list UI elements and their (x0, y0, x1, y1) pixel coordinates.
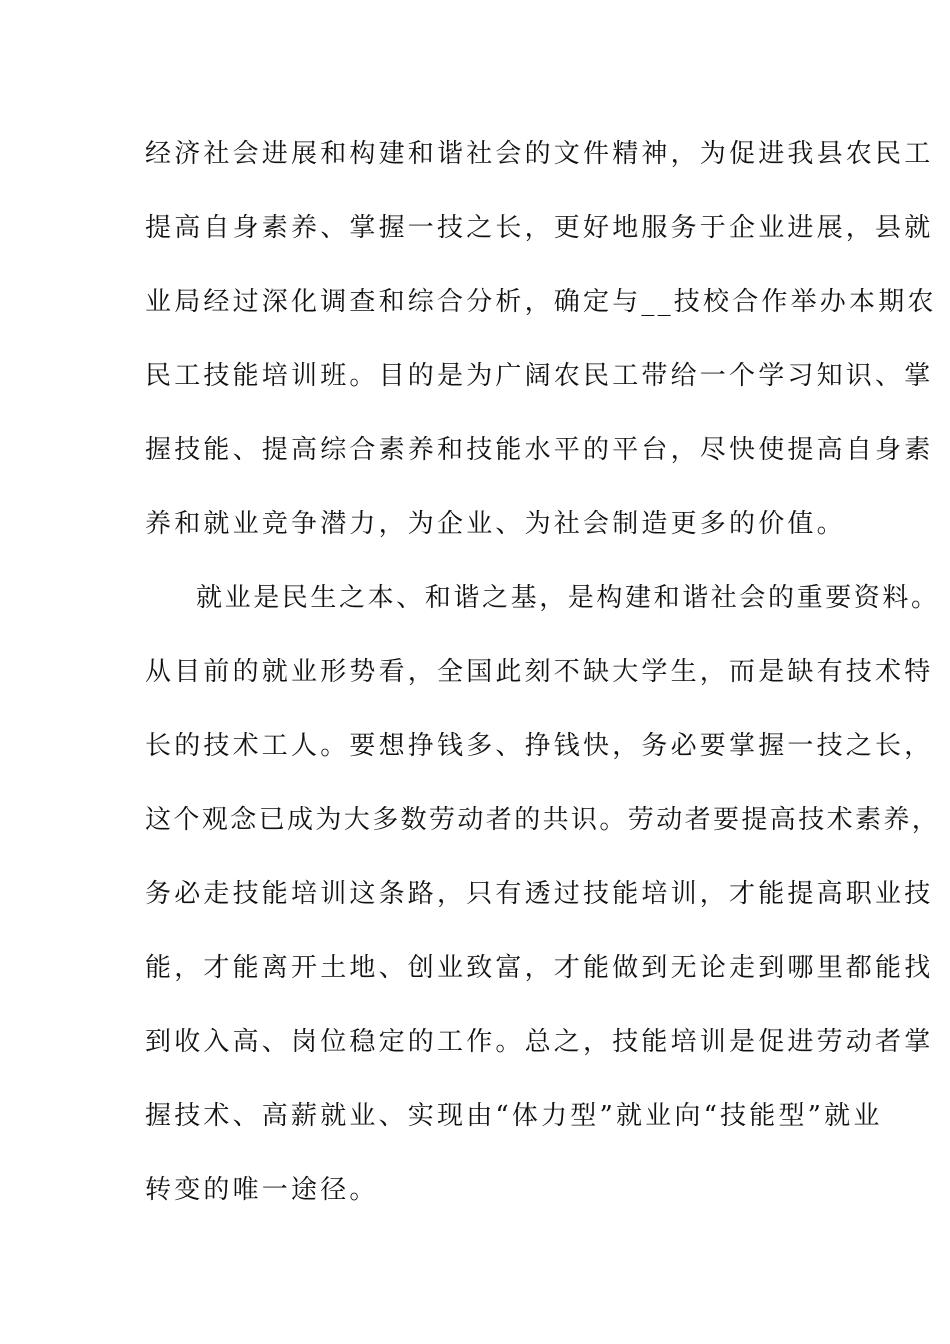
text-line: 养和就业竞争潜力，为企业、为社会制造更多的价值。 (145, 509, 846, 539)
text-line: 务必走技能培训这条路，只有透过技能培训，才能提高职业技 (145, 879, 934, 909)
text-line: 民工技能培训班。目的是为广阔农民工带给一个学习知识、掌 (145, 361, 934, 391)
text-line: 从目前的就业形势看，全国此刻不缺大学生，而是缺有技术特 (145, 657, 934, 687)
text-line: 握技能、提高综合素养和技能水平的平台，尽快使提高自身素 (145, 435, 934, 465)
text-line: 能，才能离开土地、创业致富，才能做到无论走到哪里都能找 (145, 953, 934, 983)
text-line: 握技术、高薪就业、实现由“体力型”就业向“技能型”就业 (145, 1101, 883, 1131)
text-line: 长的技术工人。要想挣钱多、挣钱快，务必要掌握一技之长， (145, 731, 934, 761)
text-line: 经济社会进展和构建和谐社会的文件精神，为促进我县农民工 (145, 139, 934, 169)
text-line: 提高自身素养、掌握一技之长，更好地服务于企业进展，县就 (145, 213, 934, 243)
text-line: 业局经过深化调查和综合分析，确定与__技校合作举办本期农 (145, 287, 937, 317)
text-line: 这个观念已成为大多数劳动者的共识。劳动者要提高技术素养， (145, 805, 941, 835)
text-line: 转变的唯一途径。 (145, 1175, 379, 1205)
text-line: 到收入高、岗位稳定的工作。总之，技能培训是促进劳动者掌 (145, 1027, 934, 1057)
text-line: 就业是民生之本、和谐之基，是构建和谐社会的重要资料。 (196, 583, 940, 613)
